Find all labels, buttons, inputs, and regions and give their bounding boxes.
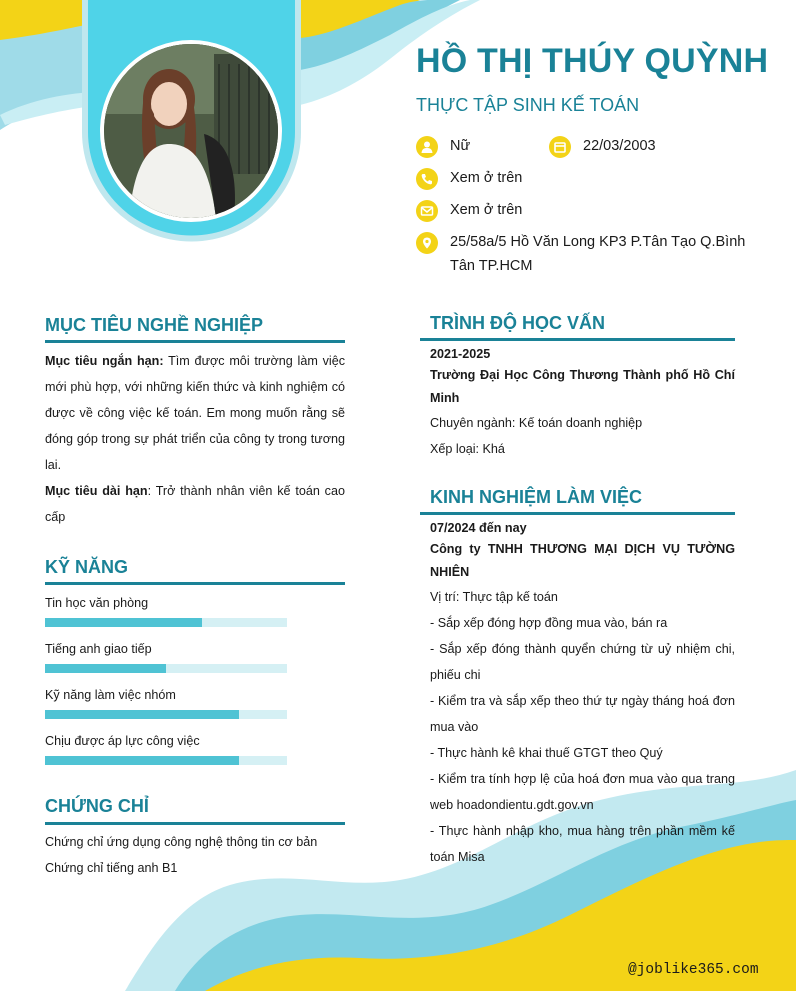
- skill-bar-fill: [45, 618, 202, 627]
- experience-duty: - Kiểm tra và sắp xếp theo thứ tự ngày tháng hoá đơn mua vào: [430, 694, 735, 734]
- skill-label: Tin học văn phòng: [45, 596, 149, 610]
- skill-label: Kỹ năng làm việc nhóm: [45, 688, 176, 702]
- calendar-icon: [549, 136, 571, 158]
- skill-bar: [45, 618, 287, 627]
- info-birthday: 22/03/2003: [549, 137, 656, 158]
- skill-bar: [45, 710, 287, 719]
- certificate-item: Chứng chỉ tiếng anh B1: [45, 861, 178, 875]
- objective-long: Mục tiêu dài hạn: Trở thành nhân viên kế toán cao cấp: [45, 484, 345, 524]
- info-gender: Nữ: [416, 137, 470, 158]
- education-title: TRÌNH ĐỘ HỌC VẤN: [430, 313, 605, 333]
- experience-rule: [420, 512, 735, 515]
- user-icon: [416, 136, 438, 158]
- mail-icon: [416, 200, 438, 222]
- candidate-name: HỒ THỊ THÚY QUỲNH: [416, 42, 769, 80]
- experience-company: Công ty TNHH THƯƠNG MẠI DỊCH VỤ TƯỜNG NHIÊN: [430, 542, 735, 579]
- education-rule: [420, 338, 735, 341]
- experience-details: [430, 584, 735, 870]
- experience-duty: - Sắp xếp đóng thành quyển chứng từ uỷ nhiệm chi, phiếu chi: [430, 642, 735, 682]
- certificates-list: [45, 829, 345, 881]
- education-grade: Xếp loại: Khá: [430, 442, 505, 456]
- skill-label: Chịu được áp lực công việc: [45, 734, 200, 748]
- skill-bar-fill: [45, 664, 166, 673]
- objective-short: Mục tiêu ngắn hạn: Tìm được môi trường làm việc mới phù hợp, với những kiến thức và kinh nghiệm có được về công việc kế toán. Em mong muốn rằng sẽ đóng góp trong sự phát triển của công ty trong tương lai.: [45, 354, 345, 472]
- experience-period: 07/2024 đến nay: [430, 521, 527, 535]
- candidate-role: THỰC TẬP SINH KẾ TOÁN: [416, 95, 640, 115]
- skill-bar-fill: [45, 756, 239, 765]
- skill-bar: [45, 756, 287, 765]
- profile-photo: [100, 40, 282, 222]
- objective-rule: [45, 340, 345, 343]
- info-address: 25/58a/5 Hồ Văn Long KP3 P.Tân Tạo Q.Bình Tân TP.HCM: [416, 233, 756, 278]
- experience-duty: - Thực hành nhập kho, mua hàng trên phần mềm kế toán Misa: [430, 824, 735, 864]
- info-email: Xem ở trên: [416, 201, 522, 222]
- certificates-rule: [45, 822, 345, 825]
- skills-title: KỸ NĂNG: [45, 557, 129, 577]
- info-phone: Xem ở trên: [416, 169, 522, 190]
- certificates-title: CHỨNG CHỈ: [45, 796, 149, 816]
- location-icon: [416, 232, 438, 254]
- experience-duty: - Thực hành kê khai thuế GTGT theo Quý: [430, 746, 663, 760]
- education-period: 2021-2025: [430, 347, 491, 361]
- experience-position: Vị trí: Thực tập kế toán: [430, 590, 558, 604]
- education-school: Trường Đại Học Công Thương Thành phố Hồ Chí Minh: [430, 368, 735, 405]
- skills-rule: [45, 582, 345, 585]
- skill-bar: [45, 664, 287, 673]
- education-major: Chuyên ngành: Kế toán doanh nghiệp: [430, 416, 643, 430]
- experience-title: KINH NGHIỆM LÀM VIỆC: [430, 487, 643, 507]
- skill-bar-fill: [45, 710, 239, 719]
- skill-label: Tiếng anh giao tiếp: [45, 642, 152, 656]
- certificate-item: Chứng chỉ ứng dụng công nghệ thông tin cơ bản: [45, 835, 318, 849]
- watermark: @joblike365.com: [628, 962, 759, 978]
- experience-duty: - Kiểm tra tính hợp lệ của hoá đơn mua vào qua trang web hoadondientu.gdt.gov.vn: [430, 772, 735, 812]
- experience-duty: - Sắp xếp đóng hợp đồng mua vào, bán ra: [430, 616, 668, 630]
- phone-icon: [416, 168, 438, 190]
- objective-title: MỤC TIÊU NGHỀ NGHIỆP: [45, 315, 264, 335]
